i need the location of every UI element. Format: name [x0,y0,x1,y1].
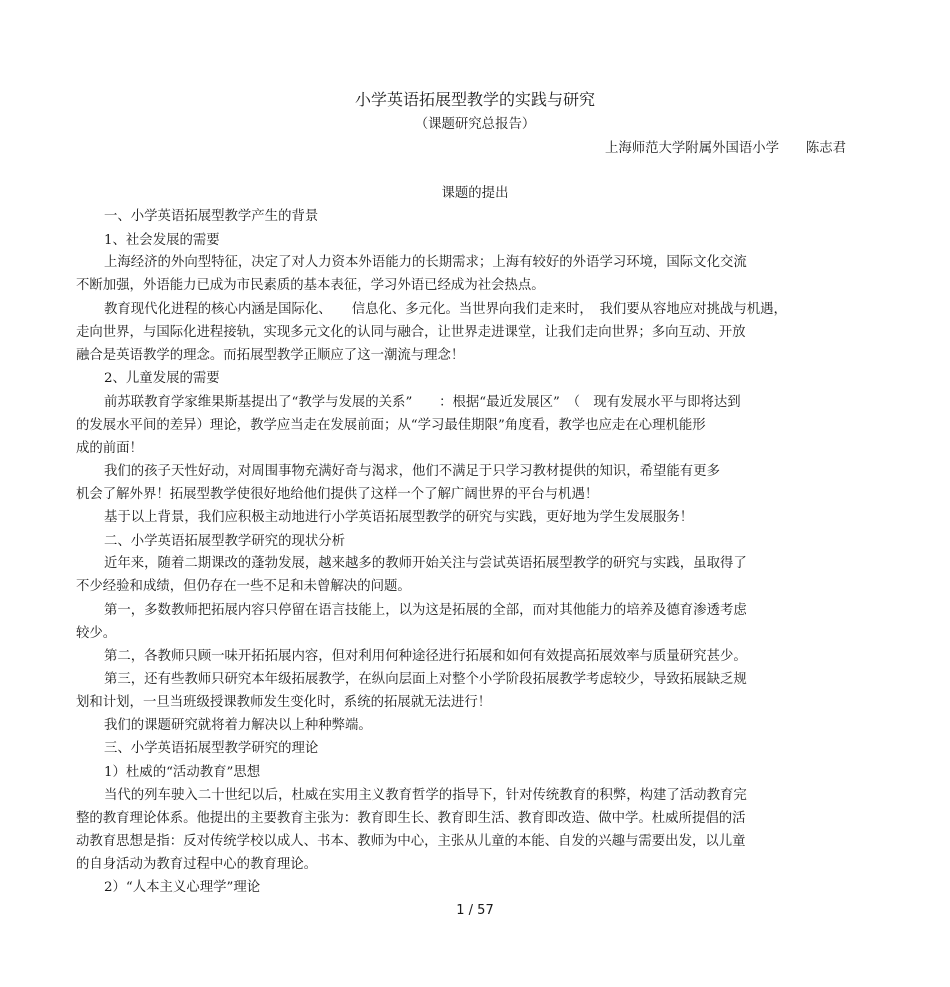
paragraph-line: 划和计划，一旦当班级授课教师发生变化时，系统的拓展就无法进行！ [76,695,492,710]
paragraph-line: 第一，多数教师把拓展内容只停留在语言技能上，以为这是拓展的全部，而对其他能力的培养及德育渗透考虑 [104,603,747,618]
paragraph-line: 前苏联教育学家维果斯基提出了“教学与发展的关系” ：根据“最近发展区” （ 现有发展水平与即将达到 [104,395,741,410]
paragraph-line: 走向世界，与国际化进程接轨，实现多元文化的认同与融合，让世界走进课堂，让我们走向世界；多向互动、开放 [76,325,746,340]
paragraph-line: 第三，还有些教师只研究本年级拓展教学，在纵向层面上对整个小学阶段拓展教学考虑较少，导致拓展缺乏规 [104,672,747,687]
paragraph-line: 第二，各教师只顾一味开拓拓展内容，但对利用何种途径进行拓展和如何有效提高拓展效率与质量研究甚少。 [104,649,747,664]
paragraph-line: 较少。 [76,626,117,641]
paragraph-line: 成的前面！ [76,441,143,456]
heading-1: 一、小学英语拓展型教学产生的背景 [104,209,319,224]
document-subtitle: （课题研究总报告） [414,117,536,132]
subheading-1-1: 1、社会发展的需要 [104,233,220,248]
page-indicator: 1 / 57 [456,903,494,918]
author-line: 上海师范大学附属外国语小学 陈志君 [604,141,846,156]
paragraph-line: 融合是英语教学的理念。而拓展型教学正顺应了这一潮流与理念！ [76,348,465,363]
paragraph-line: 不少经验和成绩，但仍存在一些不足和未曾解决的问题。 [76,579,411,594]
paragraph-line: 教育现代化进程的核心内涵是国际化、 信息化、多元化。当世界向我们走来时， 我们要从容地应对挑战与机遇， [104,302,787,317]
subheading-3-1: 1）杜威的“活动教育”思想 [104,765,261,780]
paragraph-line: 不断加强，外语能力已成为市民素质的基本表征，学习外语已经成为社会热点。 [76,278,545,293]
document-title: 小学英语拓展型教学的实践与研究 [354,90,595,109]
paragraph-line: 的自身活动为教育过程中心的教育理论。 [76,857,318,872]
paragraph-line: 动教育思想是指：反对传统学校以成人、书本、教师为中心，主张从儿童的本能、自发的兴趣与需要出发，以儿童 [76,834,746,849]
paragraph-line: 的发展水平间的差异）理论，教学应当走在发展前面；从“学习最佳期限”角度看，教学也应走在心理机能形 [76,418,706,433]
paragraph-line: 我们的孩子天性好动，对周围事物充满好奇与渴求，他们不满足于只学习教材提供的知识，希望能有更多 [104,464,720,479]
paragraph-line: 整的教育理论体系。他提出的主要教育主张为：教育即生长、教育即生活、教育即改造、做中学。杜威所提倡的活 [76,811,746,826]
paragraph-line: 上海经济的外向型特征，决定了对人力资本外语能力的长期需求；上海有较好的外语学习环境，国际文化交流 [104,255,747,270]
heading-2: 二、小学英语拓展型教学研究的现状分析 [104,534,346,549]
section-heading: 课题的提出 [441,186,509,201]
paragraph-line: 我们的课题研究就将着力解决以上种种弊端。 [104,718,372,733]
heading-3: 三、小学英语拓展型教学研究的理论 [104,741,319,756]
paragraph-line: 近年来，随着二期课改的蓬勃发展，越来越多的教师开始关注与尝试英语拓展型教学的研究与实践，虽取得了 [104,556,747,571]
paragraph-line: 基于以上背景，我们应积极主动地进行小学英语拓展型教学的研究与实践，更好地为学生发展服务！ [104,510,694,525]
subheading-3-2: 2）“人本主义心理学”理论 [104,880,261,895]
paragraph-line: 机会了解外界！拓展型教学使很好地给他们提供了这样一个了解广阔世界的平台与机遇！ [76,487,599,502]
paragraph-line: 当代的列车驶入二十世纪以后，杜威在实用主义教育哲学的指导下，针对传统教育的积弊，构建了活动教育完 [104,788,747,803]
subheading-1-2: 2、儿童发展的需要 [104,371,220,386]
